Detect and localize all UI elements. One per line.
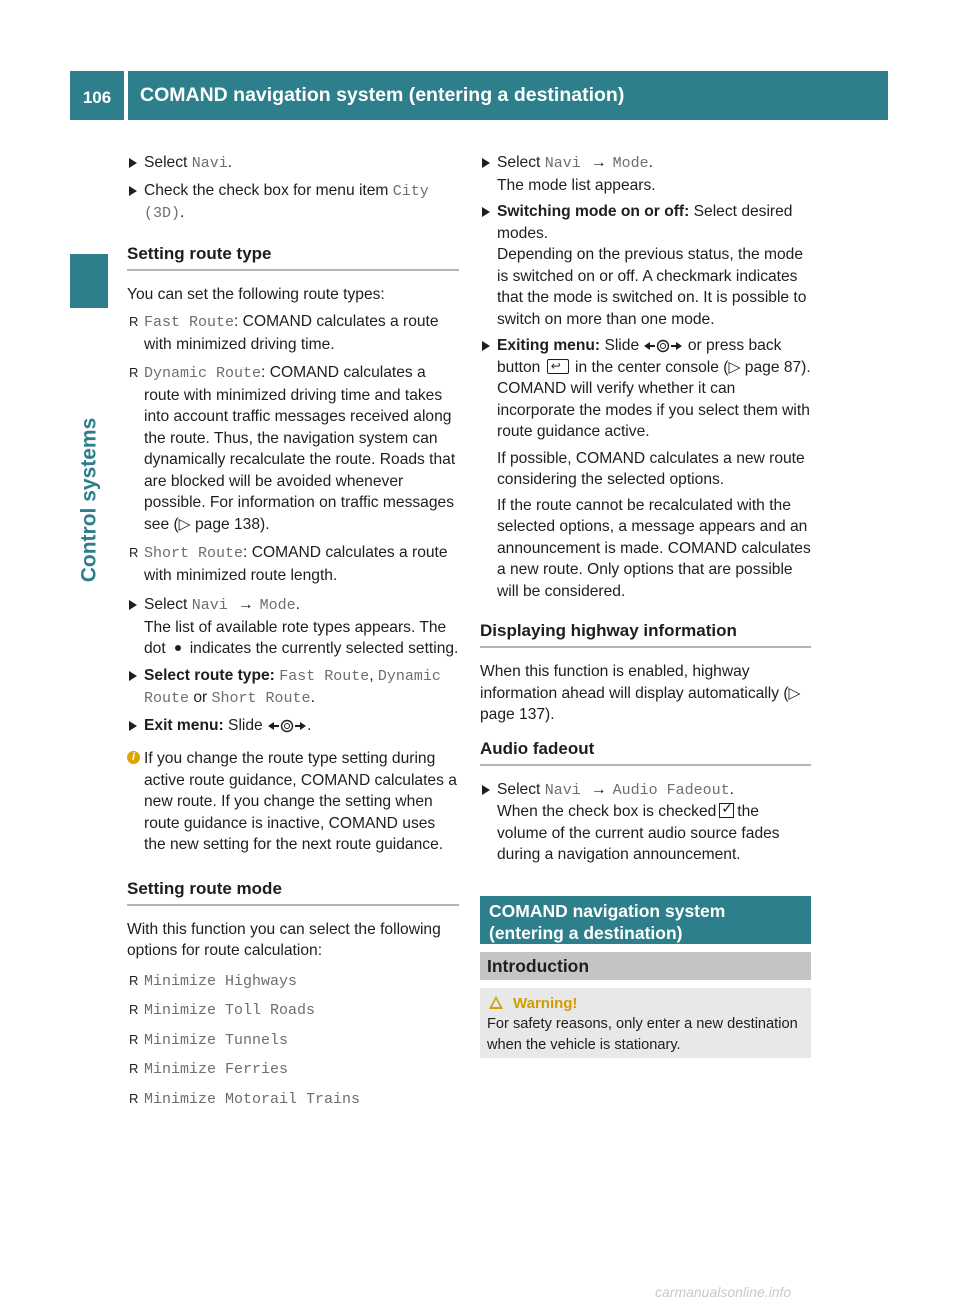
checkbox-checked-icon [719,803,734,818]
highway-text: When this function is enabled, highway information ahead will display automatically (▷ page 137). [480,663,801,723]
heading-route-mode: Setting route mode [127,878,459,906]
heading-highway: Displaying highway information [480,620,811,648]
controller-slide-icon [267,719,307,733]
step-select-mode: Select Navi → Mode. The list of available rote types appears. The dot indicates the currently selected setting. [127,594,459,660]
watermark: carmanualsonline.info [655,1284,792,1300]
step-select-route-type: Select route type: Fast Route, Dynamic Route or Short Route. [127,665,459,710]
page-number: 106 [70,71,124,120]
list-item: R Fast Route: COMAND calculates a route with minimized driving time. [127,311,459,355]
warning-icon [489,996,503,1009]
list-item: R Minimize Highways [127,970,459,993]
back-button-icon [547,359,569,374]
step-exiting-menu: Exiting menu: Slide or press back button ↩ in the center console (▷ page 87). COMAND will verify whether it can incorporate the modes if you select them with route guidance active. If possible, COMAND calculates a new route considering the selected options. If the route cannot be recalculated with the selected options, a message appears and an announcement is made. COMAND calculates a new route. Only options that are possible will be considered. [480,335,811,602]
warning-text: For safety reasons, only enter a new destination when the vehicle is stationary. [487,1015,798,1053]
heading-audio-fadeout: Audio fadeout [480,738,811,766]
list-item: R Minimize Toll Roads [127,999,459,1022]
left-column [127,152,459,1117]
page-title: COMAND navigation system (entering a destination) [128,71,888,120]
step-exit-menu: Exit menu: Slide . [127,715,459,737]
list-item: R Short Route: COMAND calculates a route with minimized route length. [127,542,459,586]
warning-box: Warning! For safety reasons, only enter a new destination when the vehicle is stationary. [480,988,811,1058]
list-item: R Minimize Motorail Trains [127,1088,459,1111]
heading-route-type: Setting route type [127,243,459,271]
dot-icon [175,645,181,651]
list-item: R Minimize Ferries [127,1058,459,1081]
info-note: i If you change the route type setting during active route guidance, COMAND calculates a new route. If you change the setting when route guidance is inactive, COMAND uses the new setting for the next route guidance. [127,748,459,856]
route-type-intro: You can set the following route types: [127,285,385,303]
step-switch-mode: Switching mode on or off: Select desired modes. Depending on the previous status, the mode is switched on or off. A checkmark indicates that the mode is switched on. It is possible to switch on more than one mode. [480,201,811,330]
list-item: R Minimize Tunnels [127,1029,459,1052]
list-item: R Dynamic Route: COMAND calculates a route with minimized driving time and takes into account traffic messages received along the route. Thus, the navigation system can dynamically recalculate the route. Roads that are blocked will be avoided whenever possible. For information on traffic messages see (▷ page 138). [127,362,459,535]
step-check-city: Check the check box for menu item City (3D). [127,180,459,225]
side-tab [70,254,108,308]
step-select-navi: Select Navi. [127,152,459,175]
side-label: Control systems [77,417,101,583]
step-select-mode-right: Select Navi → Mode. The mode list appears. [480,152,811,196]
info-icon: i [127,751,140,764]
step-audio-fadeout: Select Navi → Audio Fadeout. When the check box is checked✓ the volume of the current audio source fades during a navigation announcement. [480,779,811,866]
controller-slide-icon [643,339,683,353]
section-title-box: COMAND navigation system (entering a destination) [480,896,811,944]
route-mode-intro: With this function you can select the following options for route calculation: [127,920,441,959]
introduction-heading: Introduction [480,952,811,980]
right-column [480,152,811,1058]
